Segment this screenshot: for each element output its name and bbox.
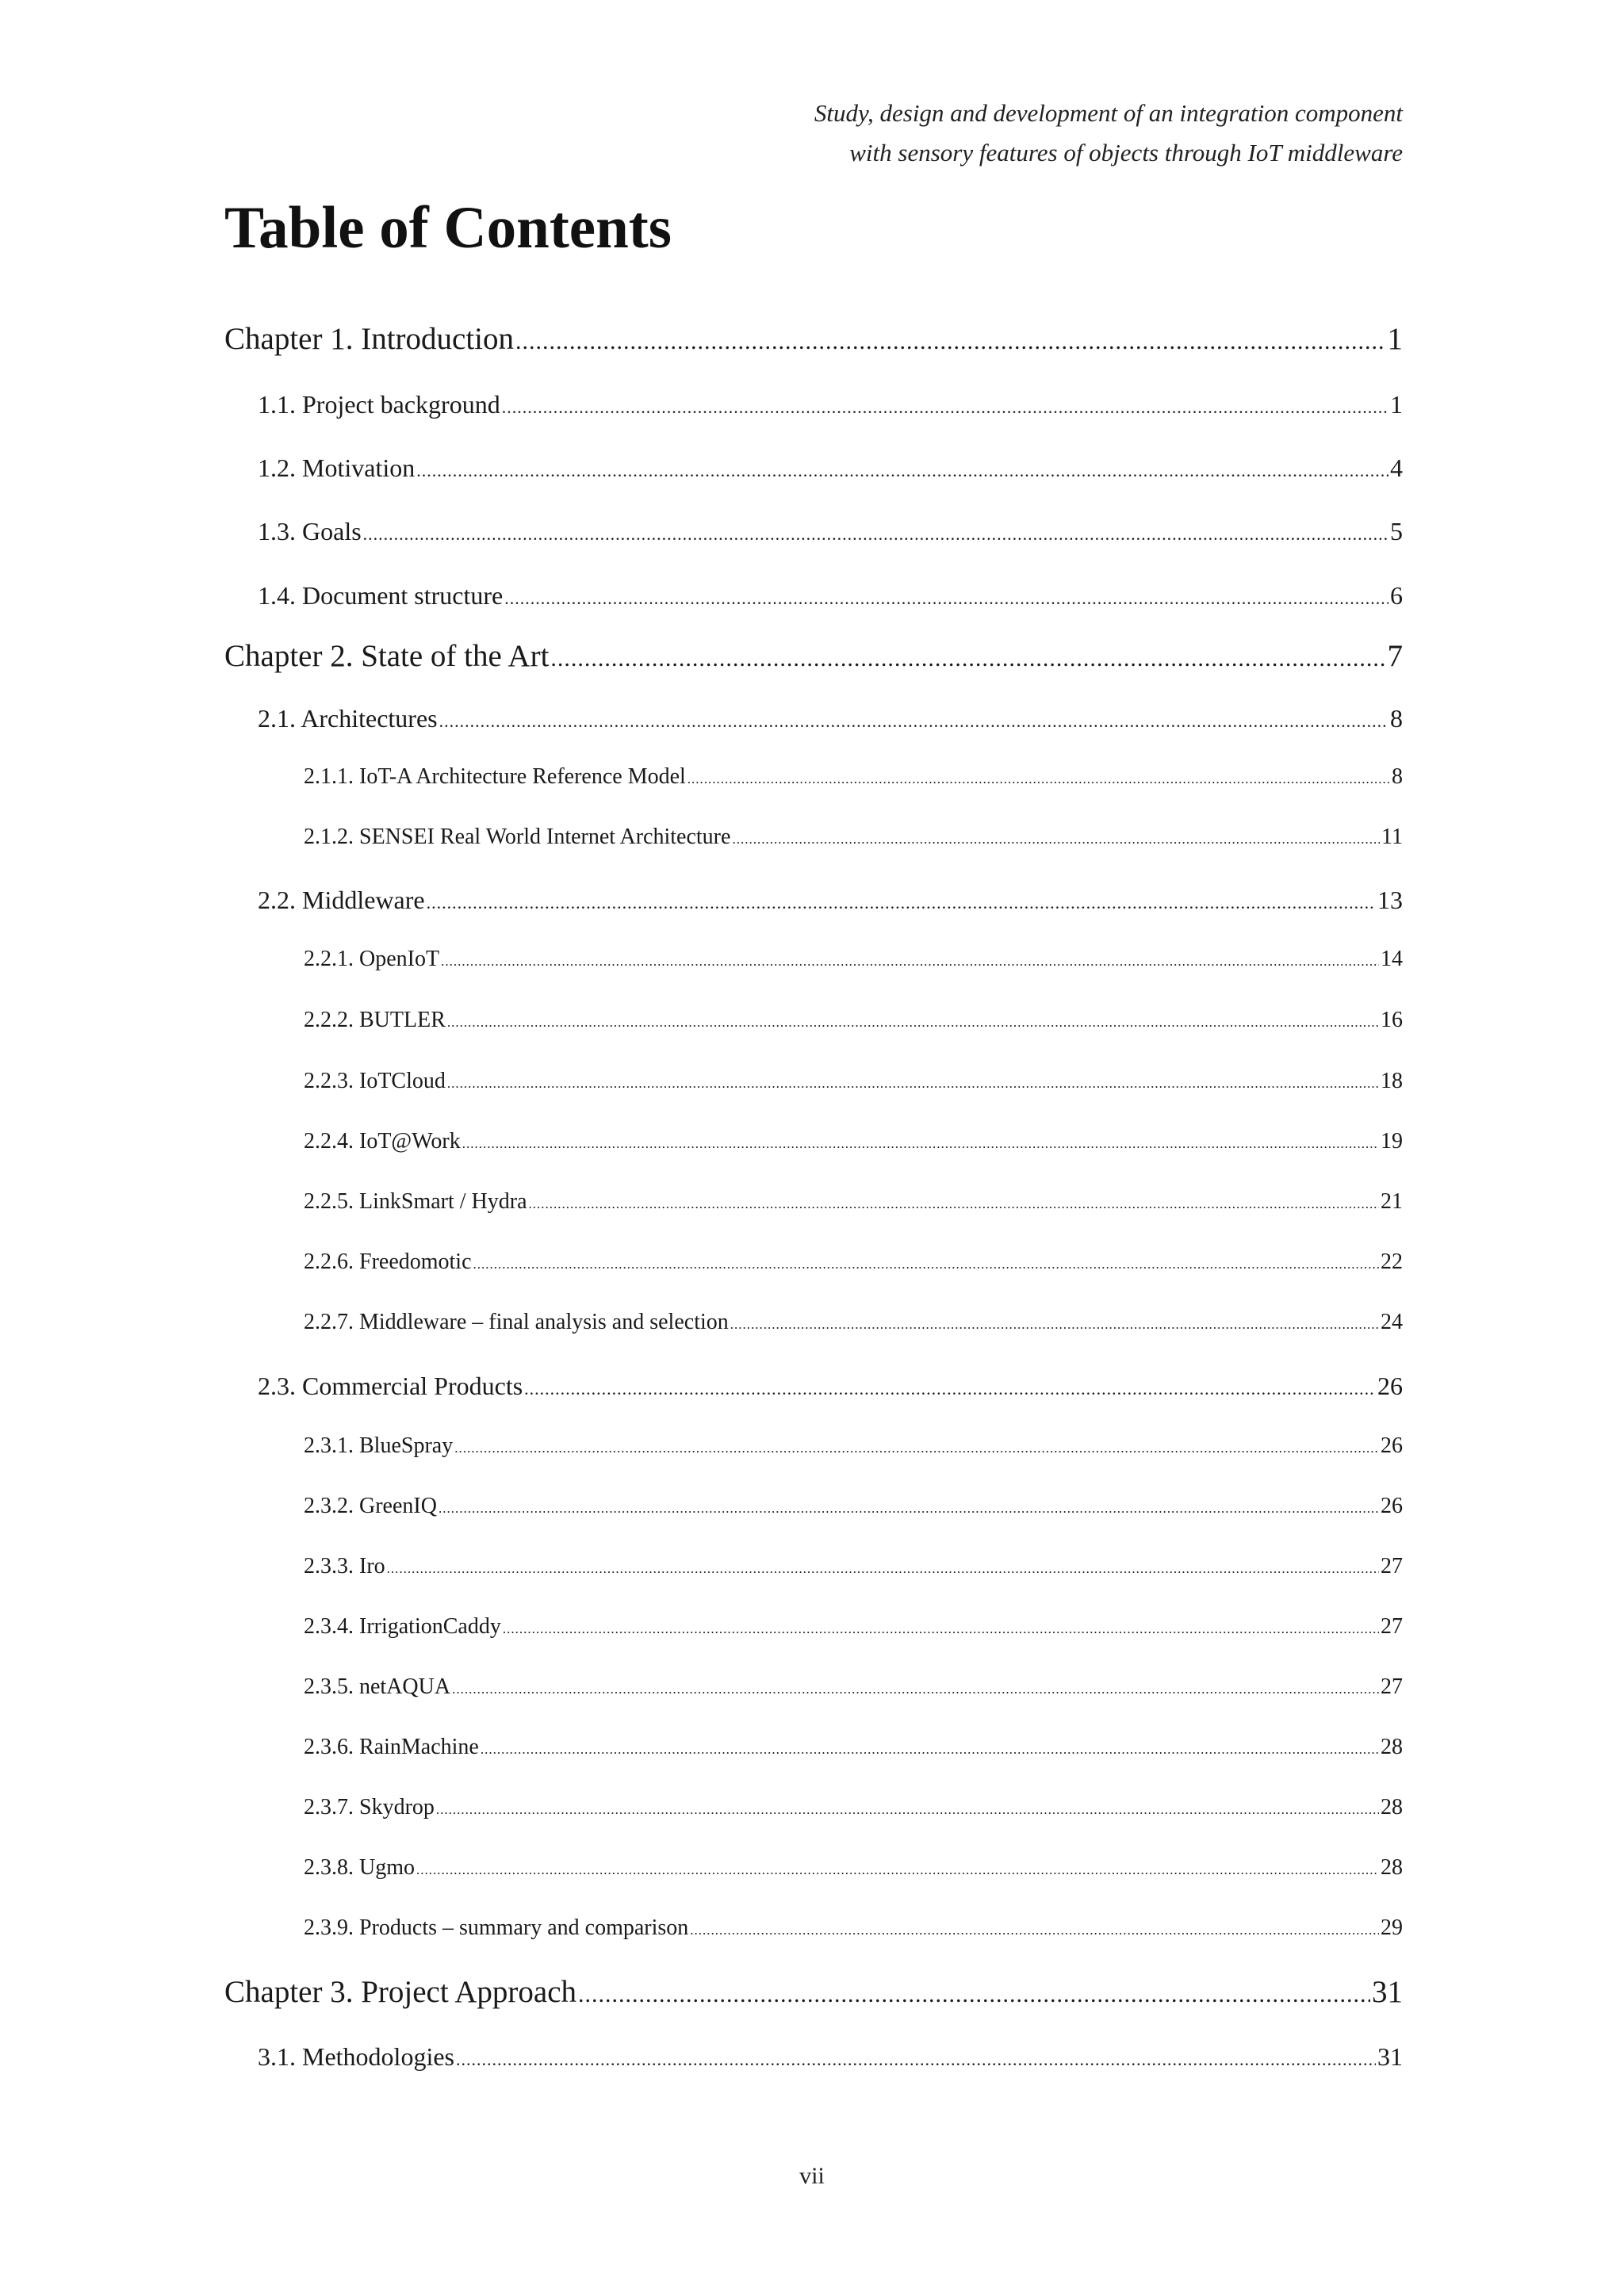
toc-entry-page: 28: [1381, 1855, 1403, 1880]
toc-entry[interactable]: [304, 1915, 1403, 1941]
toc-entry-page: 8: [1392, 764, 1403, 789]
toc-entry-title: Chapter 2. State of the Art: [224, 639, 550, 673]
page-number: vii: [799, 2163, 825, 2189]
toc-entry-page: 29: [1381, 1915, 1403, 1940]
toc-entry-title: 2.3.4. IrrigationCaddy: [304, 1614, 501, 1639]
toc-entry-title: 2.2.1. OpenIoT: [304, 947, 440, 971]
toc-entry-page: 8: [1390, 704, 1403, 733]
toc-entry-page: 26: [1377, 1372, 1403, 1400]
dot-leader: [454, 1441, 1379, 1456]
toc-entry[interactable]: [304, 1249, 1403, 1275]
toc-entry-title: 2.2.7. Middleware – final analysis and selection: [304, 1310, 729, 1334]
toc-entry-page: 13: [1377, 886, 1403, 914]
toc-entry-title: Chapter 3. Project Approach: [224, 1975, 577, 2009]
dot-leader: [427, 893, 1376, 913]
toc-entry[interactable]: [258, 517, 1403, 546]
toc-entry-page: 5: [1390, 517, 1403, 545]
running-header-line-2: with sensory features of objects through IoT middleware: [849, 139, 1403, 166]
dot-leader: [436, 1802, 1379, 1818]
dot-leader: [502, 397, 1388, 418]
dot-leader: [688, 771, 1390, 787]
toc-entry-page: 28: [1381, 1735, 1403, 1759]
toc-entry-page: 26: [1381, 1494, 1403, 1518]
toc-entry-title: 2.2.4. IoT@Work: [304, 1129, 461, 1154]
toc-entry-title: 2.2. Middleware: [258, 886, 425, 914]
toc-entry-title: 2.3.6. RainMachine: [304, 1735, 479, 1759]
toc-entry-title: 2.3.3. Iro: [304, 1554, 385, 1578]
toc-entry[interactable]: [258, 2042, 1403, 2072]
toc-entry-title: Chapter 1. Introduction: [224, 322, 514, 356]
dot-leader: [462, 1136, 1379, 1152]
toc-entry-title: 2.3.8. Ugmo: [304, 1855, 415, 1880]
dot-leader: [447, 1015, 1379, 1031]
toc-entry[interactable]: [258, 704, 1403, 733]
toc-entry-page: 1: [1387, 322, 1403, 356]
toc-entry-title: 2.2.2. BUTLER: [304, 1008, 446, 1032]
toc-entry-page: 7: [1387, 639, 1403, 673]
toc-entry[interactable]: [304, 1310, 1403, 1335]
dot-leader: [481, 1742, 1379, 1758]
toc-entry-title: 1.2. Motivation: [258, 453, 416, 482]
toc-entry-title: 2.1. Architectures: [258, 704, 438, 733]
toc-entry-page: 18: [1381, 1069, 1403, 1093]
dot-leader: [456, 2049, 1376, 2070]
dot-leader: [529, 1196, 1379, 1212]
toc-entry-title: 2.3.1. BlueSpray: [304, 1433, 454, 1458]
toc-entry-title: 2.1.1. IoT-A Architecture Reference Model: [304, 764, 686, 789]
toc-entry[interactable]: [304, 1008, 1403, 1033]
toc-entry-page: 24: [1381, 1310, 1403, 1334]
toc-entry-title: 2.3. Commercial Products: [258, 1372, 523, 1400]
toc-entry[interactable]: [304, 764, 1403, 790]
dot-leader: [473, 1257, 1379, 1272]
toc-entry[interactable]: [304, 1554, 1403, 1579]
toc-entry[interactable]: [304, 1614, 1403, 1640]
toc-entry-title: 2.1.2. SENSEI Real World Internet Architecture: [304, 825, 731, 849]
toc-entry[interactable]: [304, 1069, 1403, 1094]
toc-entry-title: 1.4. Document structure: [258, 581, 504, 610]
dot-leader: [439, 711, 1388, 732]
dot-leader: [504, 588, 1388, 609]
toc-entry-title: 2.2.3. IoTCloud: [304, 1069, 446, 1093]
dot-leader: [439, 1501, 1379, 1517]
toc-entry-page: 27: [1381, 1614, 1403, 1639]
dot-leader: [690, 1923, 1379, 1938]
toc-entry[interactable]: [304, 1855, 1403, 1881]
toc-entry-page: 31: [1377, 2042, 1403, 2071]
dot-leader: [578, 1981, 1370, 2008]
toc-entry-page: 22: [1381, 1249, 1403, 1274]
toc-entry-title: 1.1. Project background: [258, 390, 500, 419]
toc-entry-page: 16: [1381, 1008, 1403, 1032]
toc-entry-page: 31: [1372, 1975, 1403, 2009]
toc-entry[interactable]: [304, 1735, 1403, 1760]
toc-entry-page: 28: [1381, 1795, 1403, 1820]
toc-entry-title: 2.2.5. LinkSmart / Hydra: [304, 1189, 527, 1214]
toc-entry[interactable]: [304, 1795, 1403, 1820]
toc-entry-page: 27: [1381, 1554, 1403, 1578]
toc-entry[interactable]: [304, 1129, 1403, 1154]
dot-leader: [447, 1076, 1379, 1092]
dot-leader: [524, 1379, 1376, 1399]
toc-entry[interactable]: [224, 321, 1403, 357]
running-header-line-1: Study, design and development of an integration component: [814, 99, 1403, 127]
toc-entry-page: 19: [1381, 1129, 1403, 1154]
toc-entry-page: 1: [1390, 390, 1403, 419]
toc-entry-page: 27: [1381, 1674, 1403, 1699]
toc-entry-page: 26: [1381, 1433, 1403, 1458]
toc-entry[interactable]: [304, 947, 1403, 972]
dot-leader: [363, 524, 1388, 545]
toc-title: Table of Contents: [224, 195, 672, 261]
toc-entry[interactable]: [304, 1189, 1403, 1215]
toc-entry[interactable]: [258, 581, 1403, 610]
dot-leader: [387, 1561, 1379, 1577]
toc-entry[interactable]: [304, 1674, 1403, 1700]
toc-entry-title: 2.3.7. Skydrop: [304, 1795, 435, 1820]
toc-entry[interactable]: [224, 638, 1403, 674]
dot-leader: [452, 1682, 1379, 1697]
toc-entry-title: 2.2.6. Freedomotic: [304, 1249, 472, 1274]
dot-leader: [441, 954, 1379, 970]
dot-leader: [503, 1621, 1379, 1637]
toc-entry-title: 3.1. Methodologies: [258, 2042, 454, 2071]
toc-entry[interactable]: [304, 1433, 1403, 1459]
dot-leader: [550, 645, 1385, 672]
dot-leader: [416, 1862, 1379, 1878]
toc-entry-title: 1.3. Goals: [258, 517, 362, 545]
toc-entry[interactable]: [304, 1494, 1403, 1519]
toc-entry-page: 11: [1381, 825, 1403, 849]
dot-leader: [730, 1317, 1379, 1333]
toc-entry-title: 2.3.5. netAQUA: [304, 1674, 451, 1699]
toc-entry-title: 2.3.2. GreenIQ: [304, 1494, 437, 1518]
toc-entry[interactable]: [258, 886, 1403, 915]
toc-entry-page: 14: [1381, 947, 1403, 971]
toc-entry-page: 6: [1390, 581, 1403, 610]
toc-entry[interactable]: [224, 1974, 1403, 2010]
dot-leader: [732, 832, 1380, 848]
toc-entry[interactable]: [304, 825, 1403, 850]
toc-entry-page: 4: [1390, 453, 1403, 482]
dot-leader: [515, 328, 1386, 355]
toc-entry[interactable]: [258, 1372, 1403, 1401]
dot-leader: [416, 461, 1388, 481]
toc-entry[interactable]: [258, 390, 1403, 419]
toc-entry-page: 21: [1381, 1189, 1403, 1214]
toc-entry-title: 2.3.9. Products – summary and comparison: [304, 1915, 689, 1940]
toc-entry[interactable]: [258, 453, 1403, 483]
